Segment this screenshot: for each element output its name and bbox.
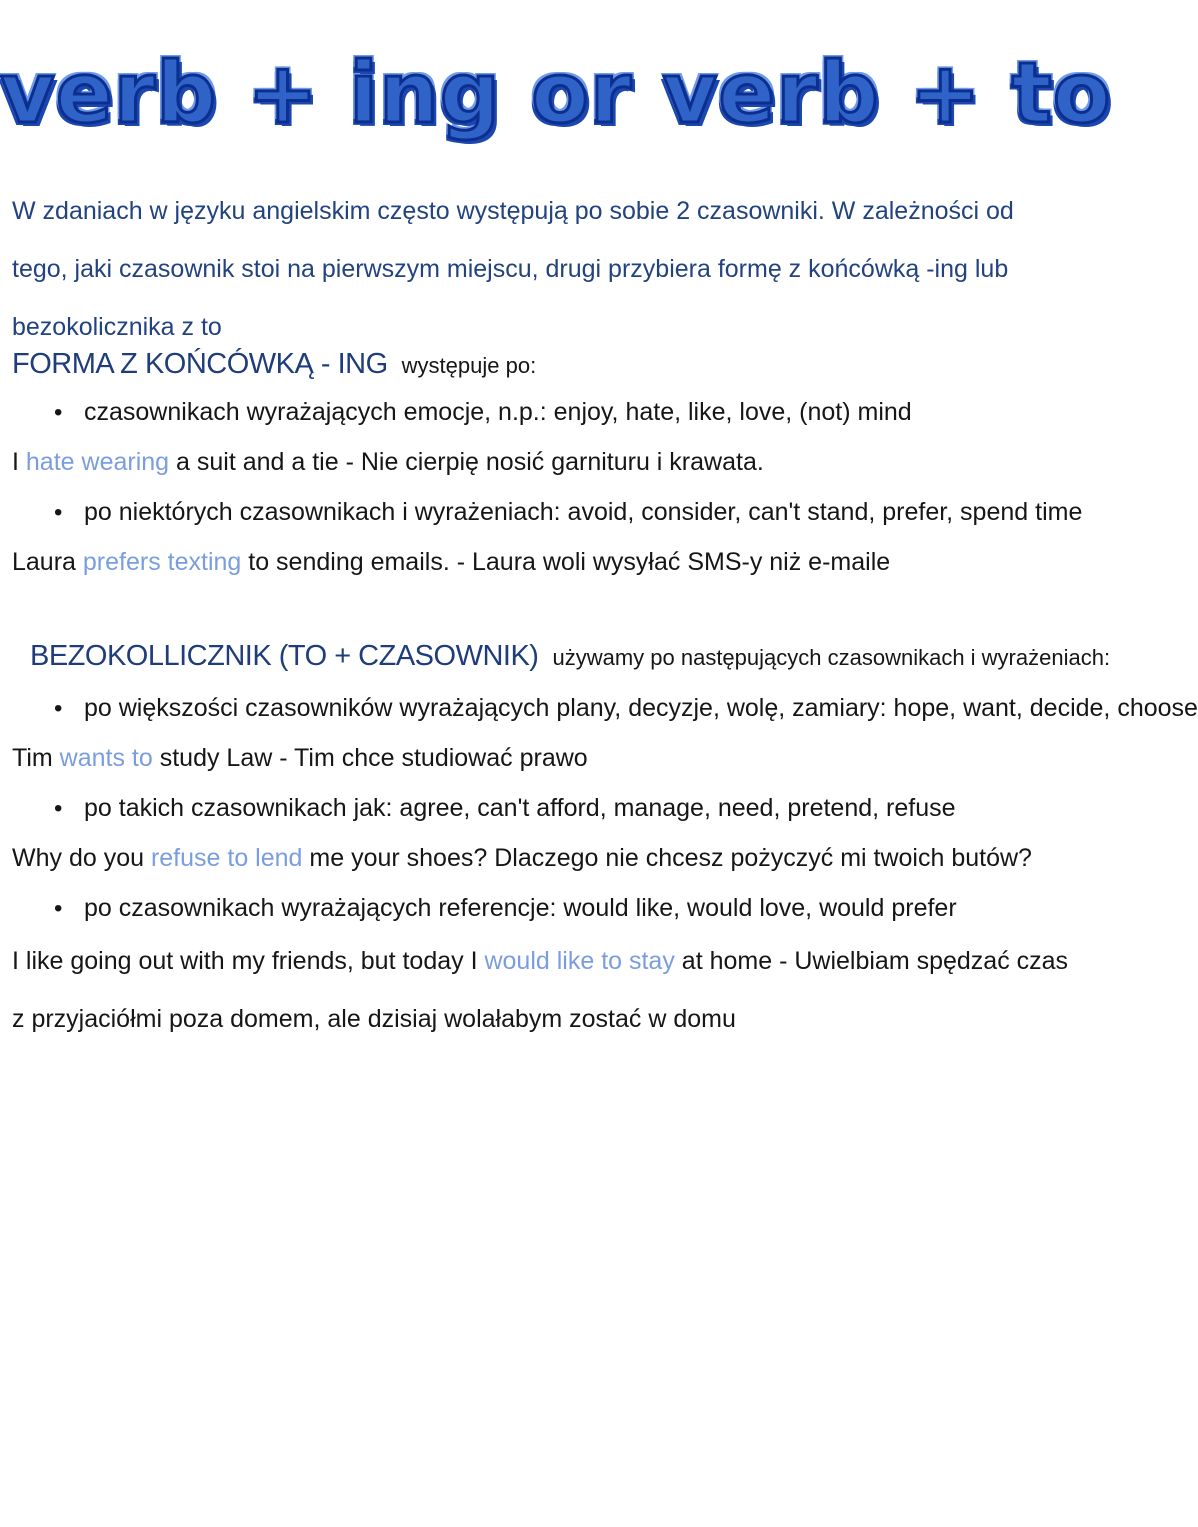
example-highlight: would like to stay [484, 947, 675, 975]
section-to-example-3 [12, 932, 1070, 1048]
bullet-text: po większości czasowników wyrażających plany, decyzje, wolę, zamiary: hope, want, decide, choose [84, 694, 1198, 722]
section-to-example-2 [12, 832, 1070, 884]
intro-paragraph: W zdaniach w języku angielskim często występują po sobie 2 czasowniki. W zależności od tego, jaki czasownik stoi na pierwszym miejscu, drugi przybiera formę z końcówką -ing lub bezokolicznika z to [12, 197, 1014, 341]
section-ing-bullet-1 [12, 388, 1070, 436]
section-to-bullet-1 [12, 684, 1198, 732]
page-title: verb + ing or verb + to [0, 44, 1112, 142]
section-ing-example-1 [12, 436, 1070, 488]
section-to-example-1 [12, 732, 1070, 784]
example-pre: I like going out with my friends, but today I [12, 947, 485, 975]
example-highlight: hate wearing [25, 448, 170, 476]
section-to-bullet-2 [12, 784, 1070, 832]
section-to-heading-line [30, 632, 1111, 680]
section-to-bullet-3 [12, 884, 1070, 932]
bullet-text: po czasownikach wyrażających referencje: would like, would love, would prefer [84, 894, 957, 922]
section-ing-bullet-2 [12, 488, 1083, 536]
example-post: at home - Uwielbiam spędzać czas z przyjaciółmi poza domem, ale dzisiaj wolałabym zostać w domu [12, 947, 1069, 1033]
section-to-heading-tail: używamy po następujących czasownikach i wyrażeniach: [552, 645, 1111, 670]
example-pre: Tim [12, 744, 60, 772]
bullet-text: czasownikach wyrażających emocje, n.p.: enjoy, hate, like, love, (not) mind [84, 398, 912, 426]
example-post: study Law - Tim chce studiować prawo [152, 744, 588, 772]
example-highlight: prefers texting [82, 548, 242, 576]
bullet-dot-icon: • [54, 895, 63, 922]
section-ing-heading-line [12, 340, 1070, 388]
bullet-dot-icon: • [54, 399, 63, 426]
section-to [30, 632, 1111, 680]
example-pre: I [12, 448, 26, 476]
bullet-dot-icon: • [54, 795, 63, 822]
example-highlight: refuse to lend [150, 844, 303, 872]
bullet-dot-icon: • [54, 499, 63, 526]
example-post: me your shoes? Dlaczego nie chcesz pożyczyć mi twoich butów? [302, 844, 1032, 872]
section-ing-heading: FORMA Z KOŃCÓWKĄ - ING [12, 348, 388, 380]
section-ing [12, 340, 1083, 588]
bullet-dot-icon: • [54, 695, 63, 722]
section-to-heading: BEZOKOLLICZNIK (TO + CZASOWNIK) [30, 640, 539, 672]
section-to-body [12, 684, 1198, 1048]
example-post: a suit and a tie - Nie cierpię nosić garnituru i krawata. [169, 448, 764, 476]
section-ing-example-2 [12, 536, 1070, 588]
bullet-text: po takich czasownikach jak: agree, can't afford, manage, need, pretend, refuse [84, 794, 956, 822]
example-pre: Why do you [12, 844, 151, 872]
section-ing-heading-tail: występuje po: [401, 353, 537, 378]
example-pre: Laura [12, 548, 83, 576]
example-post: to sending emails. - Laura woli wysyłać SMS-y niż e-maile [241, 548, 891, 576]
example-highlight: wants to [59, 744, 153, 772]
bullet-text: po niektórych czasownikach i wyrażeniach: avoid, consider, can't stand, prefer, spend time [84, 498, 1083, 526]
